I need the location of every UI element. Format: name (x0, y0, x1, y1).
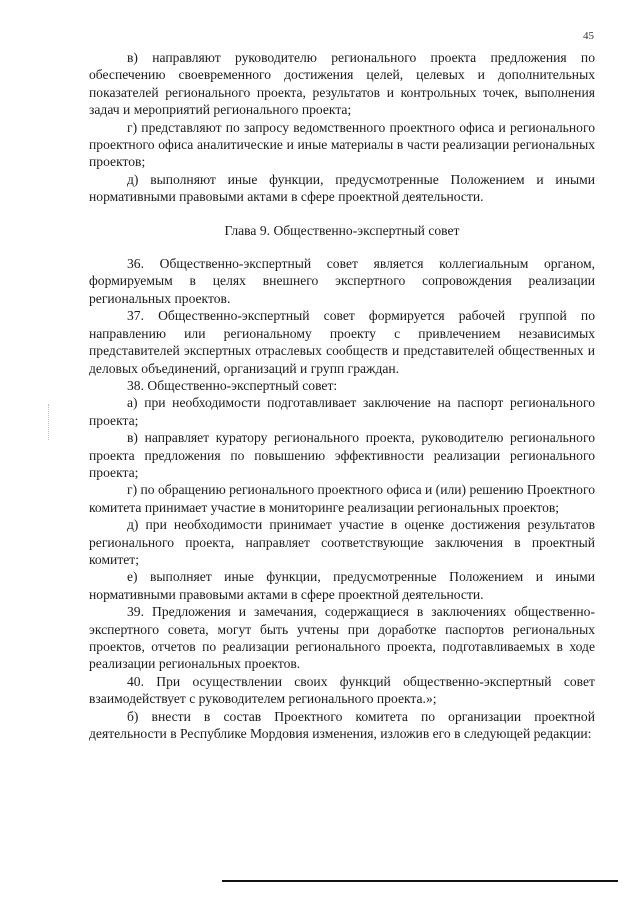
paragraph: в) направляют руководителю регионального проекта предложения по обеспечению своевременного достижения целей, целевых и дополнительных показателей регионального проекта, результатов и контрольных точек, выполнения задач и мероприятий регионального проекта; (89, 50, 595, 118)
paragraph: 36. Общественно-экспертный совет является коллегиальным органом, формируемым в целях внешнего экспертного сопровождения реализации региональных проектов. (89, 256, 595, 306)
paragraph: 39. Предложения и замечания, содержащиеся в заключениях общественно-экспертного совета, могут быть учтены при доработке паспортов региональных проектов, отчетов по реализации регионального проекта, подготавливаемых в ходе реализации региональных проектов. (89, 604, 595, 672)
bottom-rule (222, 880, 618, 882)
paragraph: 40. При осуществлении своих функций общественно-экспертный совет взаимодействует с руководителем регионального проекта.»; (89, 673, 595, 707)
document-body (89, 49, 595, 742)
paragraph: г) по обращению регионального проектного офиса и (или) решению Проектного комитета принимает участие в мониторинге реализации региональных проектов; (89, 482, 595, 515)
margin-scan-marks (48, 404, 51, 440)
paragraph: 37. Общественно-экспертный совет формируется рабочей группой по направлению или региональному проекту с привлечением независимых представителей экспертных отраслевых сообществ и представителей общественных и деловых объединений, организаций и групп граждан. (89, 308, 595, 376)
paragraph: а) при необходимости подготавливает заключение на паспорт регионального проекта; (89, 395, 595, 428)
paragraph: д) при необходимости принимает участие в оценке достижения результатов регионального проекта, направляет соответствующие заключения в проектный комитет; (89, 517, 595, 567)
paragraph: б) внести в состав Проектного комитета по организации проектной деятельности в Республике Мордовия изменения, изложив его в следующей редакции: (89, 708, 595, 742)
page-number: 45 (583, 30, 594, 42)
paragraph: г) представляют по запросу ведомственного проектного офиса и регионального проектного офиса аналитические и иные материалы в части реализации региональных проектов; (89, 119, 595, 170)
paragraph: в) направляет куратору регионального проекта, руководителю регионального проекта предложения по повышению эффективности реализации регионального проекта; (89, 430, 595, 480)
chapter-title: Глава 9. Общественно-экспертный совет (224, 222, 460, 238)
paragraph: д) выполняют иные функции, предусмотренные Положением и иными нормативными правовыми актами в сфере проектной деятельности. (89, 171, 595, 205)
paragraph: 38. Общественно-экспертный совет: (127, 377, 338, 393)
paragraph: е) выполняет иные функции, предусмотренные Положением и иными нормативными правовыми актами в сфере проектной деятельности. (89, 569, 595, 602)
